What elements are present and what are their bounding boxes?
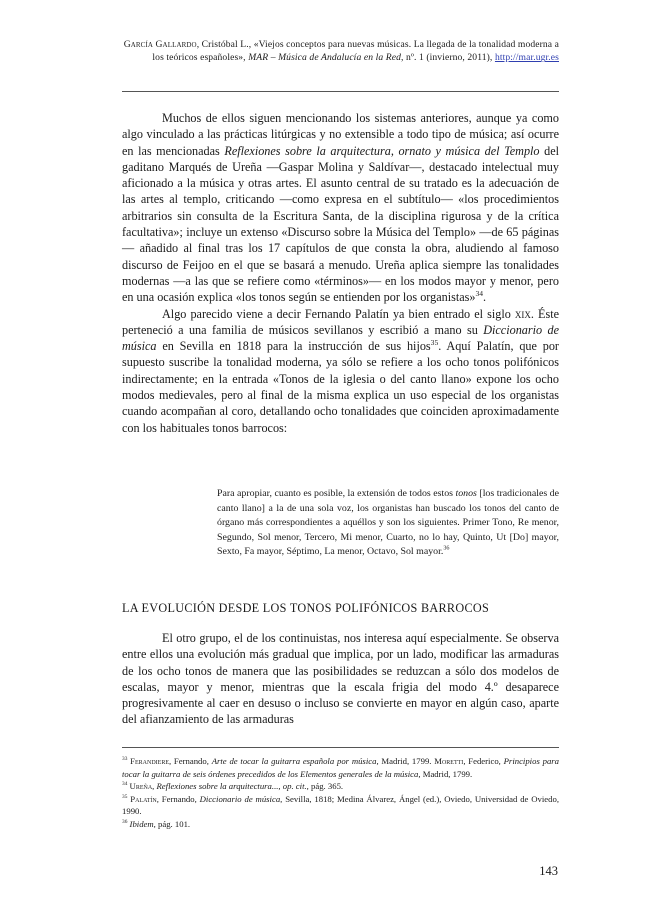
footnote-33 bbox=[122, 755, 559, 780]
p1-text-a: Muchos de ellos siguen mencionando los sistemas anteriores, aunque ya como algo vinculado a las prácticas litúrgicas y no extensible a todo tipo de música; así ocurre en las mencionadas bbox=[122, 111, 559, 158]
paragraph-2 bbox=[122, 306, 559, 436]
footnote-title: Principios para tocar la guitarra de seis órdenes precedidos de los Elementos generales de la música bbox=[122, 756, 560, 779]
footnote-op-cit: op. cit. bbox=[282, 781, 307, 792]
footnote-divider bbox=[122, 747, 559, 748]
p2-text-a: Algo parecido viene a decir Fernando Palatín ya bien entrado el siglo bbox=[162, 306, 515, 321]
paragraph-1 bbox=[122, 110, 559, 306]
footnote-text: , Madrid, 1799. bbox=[418, 768, 473, 779]
footnote-number: 33 bbox=[122, 756, 128, 763]
p2-century: xix bbox=[514, 306, 531, 321]
footnote-author: Ferandiere bbox=[130, 756, 169, 766]
footnote-text: , Fernando, bbox=[168, 756, 212, 766]
footnote-ref-34[interactable]: 34 bbox=[475, 289, 484, 299]
footnote-title: Diccionario de música bbox=[199, 793, 281, 804]
header-author: García Gallardo bbox=[123, 39, 197, 50]
header-url-link[interactable]: http://mar.ugr.es bbox=[494, 52, 559, 64]
quote-text-b: [los tradicionales de canto llano] a la de una sola voz, los organistas han buscado los tonos del canto de órgano más correspondientes a aquéllos y son los siguientes. Primer Tono, Re menor, Segundo, Sol menor, Tercero, Mi menor, Cuarto, no lo hay, Quinto, Ut [Do] mayor, Sexto, Fa mayor, Séptimo, La menor, Octavo, Sol mayor. bbox=[217, 488, 559, 558]
footnote-text: , pág. 101. bbox=[153, 818, 191, 829]
footnote-text: , Madrid, 1799. bbox=[376, 756, 435, 766]
p1-text-b: del gaditano Marqués de Ureña —Gaspar Molina y Saldívar—, destacado intelectual muy aficionado a la música y otras artes. El asunto central de su tratado es la adecuación de las artes al templo, criticando —como expresa en el subtítulo— «los procedimientos arbitrarios sin consulta de la Escritura Santa, de la disciplina rigurosa y de la crítica facultativa»; incluye un extenso «Discurso sobre la Música del Templo» —de 65 páginas— añadido al final tras los 17 capítulos de que consta la obra, aludiendo al famoso discurso de Feijoo en el que se basará a menudo. Ureña aplica siempre las tonalidades modernas —a las que se refiere como «términos»— en los modos mayor y menor, pero en una ocasión explica «los tonos según se entienden por los organistas» bbox=[122, 143, 559, 305]
p2-text-b: . Éste perteneció a una familia de músicos sevillanos y escribió a mano su bbox=[122, 306, 560, 337]
footnote-ref-35[interactable]: 35 bbox=[430, 338, 439, 348]
footnote-ibidem: Ibidem bbox=[129, 818, 154, 829]
footnote-text: , pág. 365. bbox=[306, 781, 344, 792]
footnote-34 bbox=[122, 780, 559, 793]
footnote-author: Palatín bbox=[130, 793, 157, 804]
section-heading: LA EVOLUCIÓN DESDE LOS TONOS POLIFÓNICOS BARROCOS bbox=[122, 601, 490, 615]
p1-text-c: . bbox=[483, 290, 487, 305]
footnote-title: Arte de tocar la guitarra española por música bbox=[211, 756, 377, 766]
running-header bbox=[122, 38, 559, 65]
p2-text-c: en Sevilla en 1818 para la instrucción de sus hijos bbox=[156, 339, 431, 354]
p1-title-reflexiones: Reflexiones sobre la arquitectura, ornato y música del Templo bbox=[224, 143, 540, 158]
footnote-text: , bbox=[278, 781, 283, 792]
header-citation: , Cristóbal L., «Viejos conceptos para nuevas músicas. La llegada de la tonalidad moderna a los teóricos españoles», bbox=[152, 39, 559, 64]
footnote-title: Reflexiones sobre la arquitectura... bbox=[156, 781, 279, 792]
footnote-author: Moretti bbox=[434, 756, 464, 766]
header-divider bbox=[122, 91, 559, 92]
footnote-number: 36 bbox=[122, 819, 128, 826]
footnote-36 bbox=[122, 818, 559, 831]
footnote-35 bbox=[122, 793, 559, 818]
footnote-text: , Fernando, bbox=[156, 793, 200, 804]
main-text-continued bbox=[122, 630, 559, 728]
footnote-text: , bbox=[152, 781, 157, 792]
footnote-text: , Federico, bbox=[463, 756, 504, 766]
quote-text-a: Para apropiar, cuanto es posible, la extensión de todos estos bbox=[217, 488, 456, 499]
p2-title-diccionario: Diccionario de música bbox=[122, 322, 559, 354]
footnote-ref-36[interactable]: 36 bbox=[443, 546, 450, 553]
footnote-author: Ureña bbox=[129, 781, 153, 792]
footnote-number: 35 bbox=[122, 793, 128, 800]
p2-text-d: . Aquí Palatín, que por supuesto suscribe la tonalidad moderna, ya sólo se refiere a los ocho tonos polifónicos indirectamente; en la entrada «Tonos de la iglesia o del canto llano» expone los ocho modos medievales, pero al final de la misma explica un uso especial de los organistas cuando acompañan al coro, detallando ocho tonalidades que coinciden aproximadamente con los habituales tonos barrocos: bbox=[122, 339, 559, 435]
footnotes bbox=[122, 755, 559, 831]
block-quote bbox=[217, 487, 559, 560]
page-number: 143 bbox=[539, 864, 558, 878]
header-journal: MAR – Música de Andalucía en la Red bbox=[248, 52, 401, 64]
paragraph-3: El otro grupo, el de los continuistas, nos interesa aquí especialmente. Se observa entre ellos una evolución más gradual que implica, por un lado, modificar las armaduras de los ocho tonos de manera que las posibilidades se reduzcan a sólo dos modelos de escalas, mayor y menor, mientras que la escala frigia del modo 4.º desaparece progresivamente al caer en desuso o incluso se convierte en mayor en algún caso, aparte del afianzamiento de las armaduras bbox=[122, 631, 559, 727]
footnote-text: , Sevilla, 1818; Medina Álvarez, Ángel (ed.), Oviedo, Universidad de Oviedo, 1990. bbox=[122, 793, 560, 817]
quote-emphasis: tonos bbox=[455, 488, 477, 499]
header-issue: , nº. 1 (invierno, 2011), bbox=[400, 52, 495, 64]
footnote-number: 34 bbox=[122, 781, 128, 788]
main-text bbox=[122, 110, 559, 436]
